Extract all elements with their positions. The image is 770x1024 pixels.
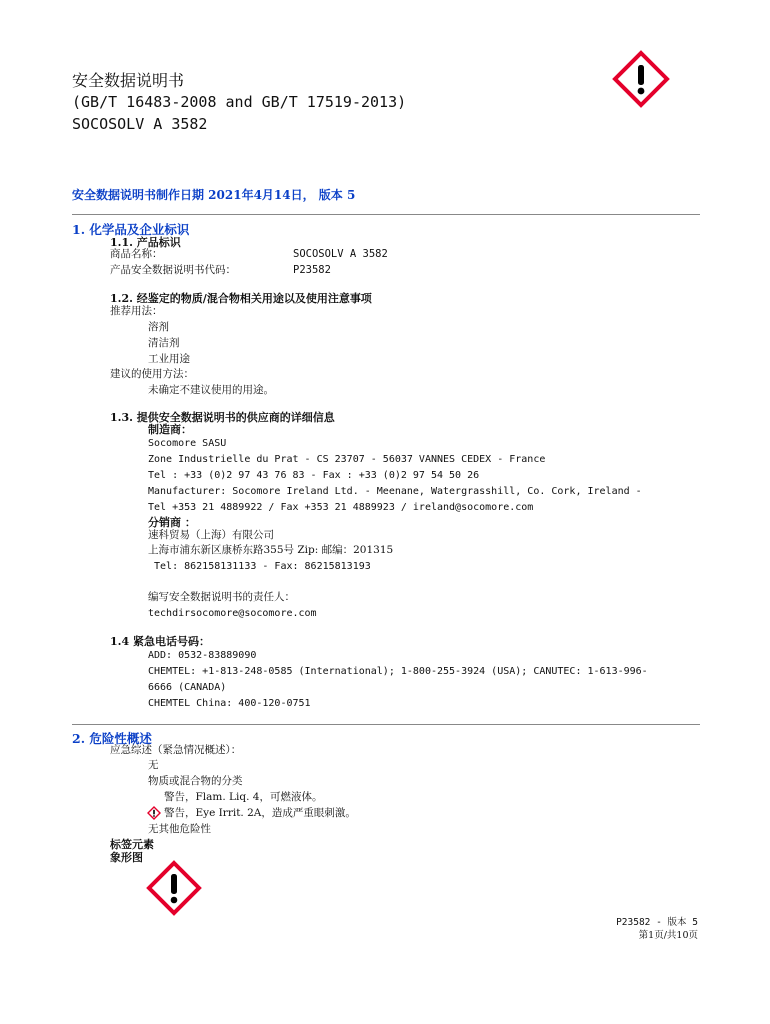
ghs07-exclamation-small-icon — [147, 806, 161, 820]
distributor-line: 速科贸易（上海）有限公司 — [148, 529, 274, 541]
recommended-use-label: 推荐用法： — [110, 305, 163, 317]
use-item: 溶剂 — [148, 321, 169, 333]
manufacturer-label: 制造商： — [148, 423, 192, 436]
emergency-overview-value: 无 — [148, 759, 159, 771]
footer-version: P23582 - 版本 5 — [616, 917, 698, 928]
ghs07-exclamation-pictogram-icon — [146, 860, 202, 916]
document-title: 安全数据说明书 — [72, 71, 185, 90]
revision-line: 安全数据说明书制作日期 2021年4月14日， 版本 5 — [72, 188, 356, 202]
distributor-line: Tel: 862158131133 - Fax: 86215813193 — [148, 561, 371, 572]
product-name-title: SOCOSOLV A 3582 — [72, 115, 208, 133]
emergency-phone-line: 6666 (CANADA) — [148, 682, 227, 693]
emergency-overview-label: 应急综述（紧急情况概述）： — [110, 744, 242, 756]
footer-page-number: 第1页/共10页 — [638, 930, 698, 941]
use-item: 清洁剂 — [148, 337, 180, 349]
classification-item: 警告，Flam. Liq. 4，可燃液体。 — [164, 791, 323, 803]
distributor-label: 分销商 ： — [148, 516, 196, 529]
emergency-phone-line: CHEMTEL China: 400-120-0751 — [148, 698, 311, 709]
label-elements-heading: 标签元素 — [110, 838, 154, 851]
pictogram-heading: 象形图 — [110, 851, 143, 864]
emergency-phone-line: ADD: 0532-83889090 — [148, 650, 257, 661]
s11-heading: 1.1. 产品标识 — [110, 236, 181, 249]
s12-heading: 1.2. 经鉴定的物质/混合物相关用途以及使用注意事项 — [110, 292, 372, 305]
manufacturer-line: Manufacturer: Socomore Ireland Ltd. - Meenane, Watergrasshill, Co. Cork, Ireland - — [148, 486, 642, 497]
section1-heading: 1. 化学品及企业标识 — [72, 222, 190, 237]
manufacturer-line: Zone Industrielle du Prat - CS 23707 - 56037 VANNES CEDEX - France — [148, 454, 546, 465]
section2-heading: 2. 危险性概述 — [72, 731, 152, 746]
advised-use-label: 建议的使用方法： — [110, 368, 194, 380]
classification-label: 物质或混合物的分类 — [148, 775, 243, 787]
use-item: 工业用途 — [148, 353, 190, 365]
author-email: techdirsocomore@socomore.com — [148, 608, 317, 619]
classification-item: 警告，Eye Irrit. 2A，造成严重眼刺激。 — [164, 807, 356, 819]
manufacturer-line: Socomore SASU — [148, 438, 227, 449]
trade-name-value: SOCOSOLV A 3582 — [293, 248, 388, 260]
manufacturer-line: Tel : +33 (0)2 97 43 76 83 - Fax : +33 (0)2 97 54 50 26 — [148, 470, 480, 481]
sds-code-label: 产品安全数据说明书代码： — [110, 264, 236, 276]
distributor-line: 上海市浦东新区康桥东路355号 Zip: 邮编：201315 — [148, 544, 394, 556]
ghs07-exclamation-icon — [612, 50, 670, 108]
section-divider — [72, 214, 700, 215]
other-hazards: 无其他危险性 — [148, 823, 211, 835]
author-label: 编写安全数据说明书的责任人： — [148, 591, 295, 603]
sds-code-value: P23582 — [293, 264, 331, 276]
document-standard: (GB/T 16483-2008 and GB/T 17519-2013) — [72, 93, 407, 111]
s14-heading: 1.4 紧急电话号码： — [110, 635, 210, 648]
manufacturer-line: Tel +353 21 4889922 / Fax +353 21 4889923 / ireland@socomore.com — [148, 502, 534, 513]
s13-heading: 1.3. 提供安全数据说明书的供应商的详细信息 — [110, 411, 335, 424]
advised-use-value: 未确定不建议使用的用途。 — [148, 384, 274, 396]
emergency-phone-line: CHEMTEL: +1-813-248-0585 (International); 1-800-255-3924 (USA); CANUTEC: 1-613-996- — [148, 666, 648, 677]
trade-name-label: 商品名称： — [110, 248, 163, 260]
section-divider — [72, 724, 700, 725]
